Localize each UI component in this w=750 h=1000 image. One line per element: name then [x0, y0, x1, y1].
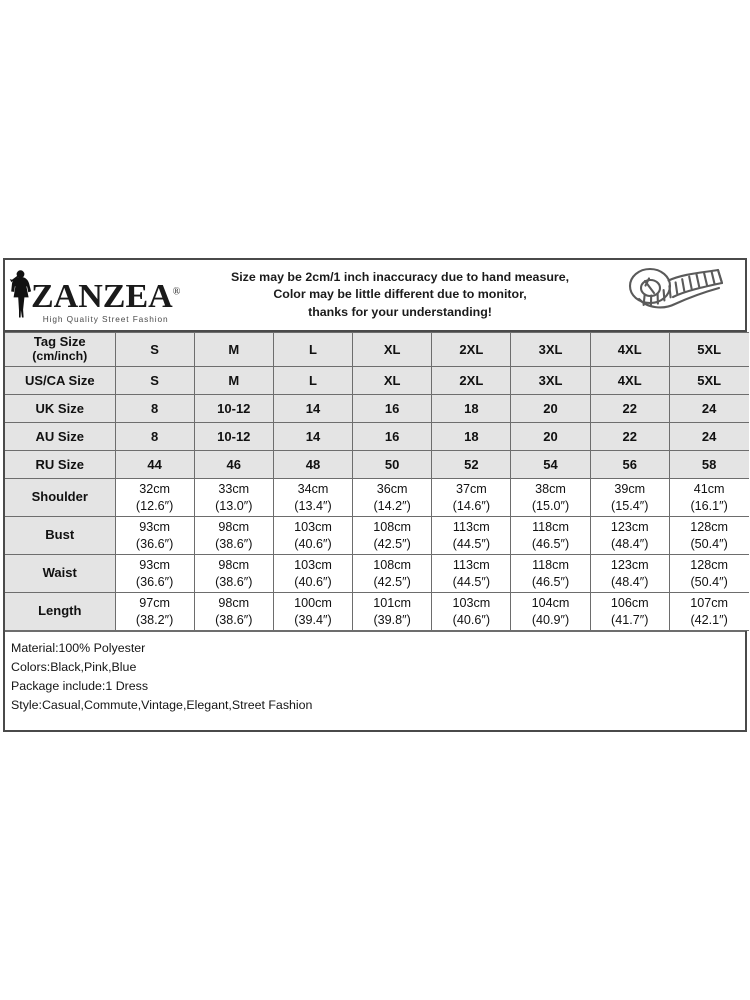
- cell-us-ca-2: L: [273, 367, 352, 395]
- value-inch: (40.6″): [294, 536, 332, 551]
- cell-bust-5: [511, 517, 590, 555]
- cell-ru-1: 46: [194, 451, 273, 479]
- value-cm: 38cm: [535, 482, 566, 497]
- brand-name: [31, 278, 181, 316]
- value-inch: (13.4″): [294, 498, 332, 513]
- cell-tag-size-5xl: 5XL: [669, 333, 748, 367]
- brand-name-text: ZANZEA: [31, 278, 173, 316]
- value-cm: 103cm: [294, 520, 332, 535]
- product-info-block: [5, 631, 745, 730]
- cell-shoulder-3: [353, 479, 432, 517]
- value-inch: (38.6″): [215, 574, 253, 589]
- cell-length-1: [194, 593, 273, 631]
- cell-length-3: [353, 593, 432, 631]
- cell-uk-1: 10-12: [194, 395, 273, 423]
- cell-bust-7: [669, 517, 748, 555]
- value-inch: (16.1″): [690, 498, 728, 513]
- cell-bust-6: [590, 517, 669, 555]
- info-package: Package include:1 Dress: [11, 678, 149, 693]
- cell-tag-size-s: S: [115, 333, 194, 367]
- cell-uk-3: 16: [353, 395, 432, 423]
- value-inch: (36.6″): [135, 574, 174, 589]
- value-cm: 123cm: [610, 520, 649, 535]
- cell-length-7: [669, 593, 748, 631]
- size-table-body: [5, 333, 749, 631]
- value-inch: (42.1″): [690, 612, 728, 627]
- cell-uk-5: 20: [511, 395, 590, 423]
- notice-line-1: Size may be 2cm/1 inch inaccuracy due to hand measure,: [230, 269, 570, 284]
- value-inch: (46.5″): [531, 536, 570, 551]
- cell-length-0: [115, 593, 194, 631]
- value-inch: (12.6″): [135, 498, 174, 513]
- table-row-au-size: [5, 423, 749, 451]
- value-cm: 108cm: [373, 520, 412, 535]
- value-cm: 93cm: [139, 520, 170, 535]
- value-inch: (50.4″): [690, 574, 728, 589]
- value-cm: 98cm: [218, 520, 250, 535]
- cell-us-ca-1: M: [194, 367, 273, 395]
- info-colors: Colors:Black,Pink,Blue: [11, 659, 137, 674]
- value-inch: (41.7″): [611, 612, 649, 627]
- table-row-uk-size: [5, 395, 749, 423]
- cell-length-2: [273, 593, 352, 631]
- cell-shoulder-2: [273, 479, 352, 517]
- value-cm: 32cm: [139, 482, 170, 497]
- cell-bust-3: [353, 517, 432, 555]
- value-cm: 104cm: [531, 596, 570, 611]
- value-cm: 107cm: [690, 596, 729, 611]
- cell-uk-2: 14: [273, 395, 352, 423]
- value-inch: (48.4″): [611, 574, 649, 589]
- cell-au-0: 8: [115, 423, 194, 451]
- value-inch: (38.6″): [215, 612, 253, 627]
- row-header-ru-size: RU Size: [5, 451, 115, 479]
- cell-au-4: 18: [432, 423, 511, 451]
- value-cm: 36cm: [376, 482, 408, 497]
- row-header-us-ca-size: US/CA Size: [5, 367, 115, 395]
- brand-logo: [5, 267, 195, 324]
- value-cm: 97cm: [139, 596, 170, 611]
- info-style: Style:Casual,Commute,Vintage,Elegant,Street Fashion: [11, 697, 313, 712]
- cell-tag-size-l: L: [273, 333, 352, 367]
- value-inch: (39.8″): [373, 612, 411, 627]
- cell-au-6: 22: [590, 423, 669, 451]
- value-cm: 118cm: [532, 520, 569, 535]
- cell-waist-7: [669, 555, 748, 593]
- tag-size-label: Tag Size: [33, 334, 86, 350]
- cell-au-2: 14: [273, 423, 352, 451]
- cell-shoulder-0: [115, 479, 194, 517]
- cell-bust-1: [194, 517, 273, 555]
- value-cm: 128cm: [690, 558, 729, 573]
- notice-line-2: Color may be little different due to monitor,: [273, 287, 527, 302]
- value-cm: 123cm: [610, 558, 649, 573]
- row-header-tag-size: [5, 333, 115, 367]
- cell-waist-1: [194, 555, 273, 593]
- table-row-bust: [5, 517, 749, 555]
- value-cm: 98cm: [218, 558, 250, 573]
- value-cm: 98cm: [218, 596, 250, 611]
- row-header-shoulder: Shoulder: [5, 479, 115, 517]
- table-row-length: [5, 593, 749, 631]
- tape-measure-icon: [623, 264, 727, 327]
- value-cm: 33cm: [218, 482, 250, 497]
- value-cm: 100cm: [294, 596, 332, 611]
- cell-ru-4: 52: [432, 451, 511, 479]
- value-inch: (36.6″): [135, 536, 174, 551]
- cell-bust-2: [273, 517, 352, 555]
- value-cm: 103cm: [294, 558, 332, 573]
- value-inch: (46.5″): [531, 574, 570, 589]
- value-cm: 113cm: [452, 520, 490, 535]
- size-chart-container: [3, 258, 747, 732]
- value-cm: 103cm: [452, 596, 491, 611]
- cell-waist-0: [115, 555, 194, 593]
- info-material: Material:100% Polyester: [11, 641, 146, 655]
- value-cm: 118cm: [532, 558, 569, 573]
- row-header-bust: Bust: [5, 517, 115, 555]
- cell-tag-size-3xl: 3XL: [511, 333, 590, 367]
- tape-measure-illustration: [605, 264, 745, 327]
- value-cm: 39cm: [614, 482, 646, 497]
- table-row-ru-size: [5, 451, 749, 479]
- cell-length-6: [590, 593, 669, 631]
- cell-us-ca-4: 2XL: [432, 367, 511, 395]
- cell-au-5: 20: [511, 423, 590, 451]
- value-inch: (15.4″): [611, 498, 649, 513]
- cell-ru-7: 58: [669, 451, 748, 479]
- value-cm: 37cm: [455, 482, 487, 497]
- cell-us-ca-3: XL: [353, 367, 432, 395]
- value-cm: 34cm: [297, 482, 329, 497]
- value-cm: 106cm: [610, 596, 649, 611]
- value-inch: (44.5″): [452, 536, 491, 551]
- value-cm: 41cm: [693, 482, 725, 497]
- cell-uk-0: 8: [115, 395, 194, 423]
- cell-bust-4: [432, 517, 511, 555]
- cell-waist-5: [511, 555, 590, 593]
- value-inch: (39.4″): [294, 612, 332, 627]
- value-cm: 113cm: [452, 558, 490, 573]
- cell-uk-6: 22: [590, 395, 669, 423]
- table-row-shoulder: [5, 479, 749, 517]
- cell-ru-6: 56: [590, 451, 669, 479]
- cell-waist-4: [432, 555, 511, 593]
- value-inch: (38.6″): [215, 536, 253, 551]
- table-row-tag-size: [5, 333, 749, 367]
- cell-length-4: [432, 593, 511, 631]
- cell-waist-6: [590, 555, 669, 593]
- cell-tag-size-4xl: 4XL: [590, 333, 669, 367]
- row-header-waist: Waist: [5, 555, 115, 593]
- row-header-length: Length: [5, 593, 115, 631]
- cell-ru-5: 54: [511, 451, 590, 479]
- value-cm: 101cm: [373, 596, 412, 611]
- value-inch: (40.6″): [452, 612, 491, 627]
- cell-length-5: [511, 593, 590, 631]
- cell-shoulder-1: [194, 479, 273, 517]
- value-cm: 108cm: [373, 558, 412, 573]
- cell-waist-2: [273, 555, 352, 593]
- cell-us-ca-7: 5XL: [669, 367, 748, 395]
- chart-header: [5, 260, 745, 332]
- cell-tag-size-xl: XL: [353, 333, 432, 367]
- tag-size-unit-label: (cm/inch): [32, 348, 88, 363]
- cell-us-ca-0: S: [115, 367, 194, 395]
- notice-line-3: thanks for your understanding!: [308, 304, 492, 319]
- cell-shoulder-7: [669, 479, 748, 517]
- value-inch: (13.0″): [215, 498, 253, 513]
- measurement-notice: [195, 269, 605, 322]
- cell-uk-7: 24: [669, 395, 748, 423]
- cell-tag-size-2xl: 2XL: [432, 333, 511, 367]
- cell-shoulder-4: [432, 479, 511, 517]
- value-inch: (15.0″): [531, 498, 570, 513]
- cell-ru-3: 50: [353, 451, 432, 479]
- brand-tagline: High Quality Street Fashion: [42, 313, 169, 324]
- cell-shoulder-6: [590, 479, 669, 517]
- value-inch: (14.6″): [452, 498, 491, 513]
- cell-au-7: 24: [669, 423, 748, 451]
- value-cm: 93cm: [139, 558, 170, 573]
- cell-ru-0: 44: [115, 451, 194, 479]
- value-inch: (42.5″): [373, 574, 411, 589]
- value-inch: (44.5″): [452, 574, 491, 589]
- cell-uk-4: 18: [432, 395, 511, 423]
- value-inch: (48.4″): [611, 536, 649, 551]
- cell-bust-0: [115, 517, 194, 555]
- size-table: [5, 332, 749, 631]
- value-inch: (50.4″): [690, 536, 728, 551]
- cell-au-1: 10-12: [194, 423, 273, 451]
- registered-trademark-icon: ®: [172, 286, 181, 298]
- value-inch: (38.2″): [135, 612, 174, 627]
- value-inch: (42.5″): [373, 536, 411, 551]
- cell-ru-2: 48: [273, 451, 352, 479]
- cell-us-ca-6: 4XL: [590, 367, 669, 395]
- table-row-us-ca-size: [5, 367, 749, 395]
- value-cm: 128cm: [690, 520, 729, 535]
- cell-au-3: 16: [353, 423, 432, 451]
- row-header-au-size: AU Size: [5, 423, 115, 451]
- cell-waist-3: [353, 555, 432, 593]
- value-inch: (40.6″): [294, 574, 332, 589]
- cell-tag-size-m: M: [194, 333, 273, 367]
- cell-shoulder-5: [511, 479, 590, 517]
- row-header-uk-size: UK Size: [5, 395, 115, 423]
- value-inch: (14.2″): [373, 498, 411, 513]
- value-inch: (40.9″): [531, 612, 570, 627]
- table-row-waist: [5, 555, 749, 593]
- cell-us-ca-5: 3XL: [511, 367, 590, 395]
